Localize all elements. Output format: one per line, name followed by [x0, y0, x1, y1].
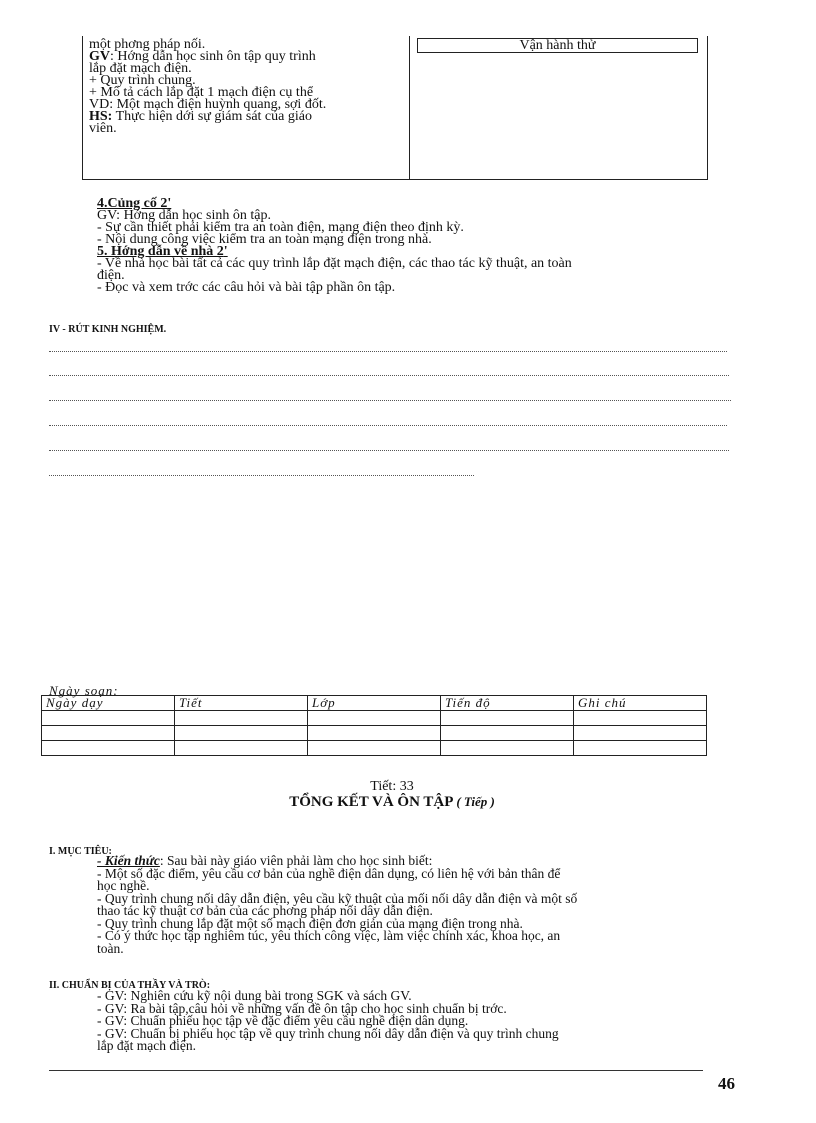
preparation-line-5: lắp đặt mạch điện. [97, 1038, 196, 1053]
lesson-title: TỔNG KẾT VÀ ÔN TẬP ( Tiếp ) [289, 794, 495, 810]
schedule-row [42, 711, 707, 726]
gv-label: GV [89, 49, 110, 64]
review-line-2: - Sự cần thiết phải kiểm tra an toàn điện, mạng điện theo định kỳ. [97, 220, 464, 235]
homework-heading: 5. Hớng dẫn về nhà 2' [97, 244, 228, 259]
left-line-2: GV: Hớng dẫn học sinh ôn tập quy trình [89, 49, 316, 64]
experience-heading: IV - RÚT KINH NGHIỆM. [49, 324, 167, 335]
preparation-line-4: - GV: Chuẩn bị phiếu học tập về quy trình chung nối dây dẫn điện và quy trình chung [97, 1025, 559, 1041]
objectives-heading: I. MỤC TIÊU: [49, 846, 112, 857]
lesson-title-suffix: ( Tiếp ) [456, 794, 495, 809]
objective-line-4: thao tác kỹ thuật cơ bản của các phơng pháp nối dây dẫn điện. [97, 903, 433, 918]
col-teach-date: Ngày dạy [42, 696, 175, 711]
objective-line-1: - Một số đặc điểm, yêu cầu cơ bản của nghề điện dân dụng, có liên hệ với bản thân để [97, 865, 561, 881]
top-table-left-cell [89, 39, 326, 135]
preparation-body [97, 990, 559, 1053]
right-box: Vận hành thử [417, 38, 698, 53]
dotted-line [49, 351, 727, 352]
left-line-7: HS: Thực hiện dới sự giám sát của giáo [89, 109, 312, 124]
col-notes: Ghi chú [574, 696, 707, 711]
preparation-line-3: - GV: Chuẩn phiếu học tập về đặc điểm yêu cầu nghề điện dân dụng. [97, 1013, 469, 1028]
footer-rule [49, 1070, 703, 1071]
lesson-number: Tiết: 33 [370, 779, 414, 794]
knowledge-label: - Kiến thức [97, 853, 160, 868]
dotted-line [49, 425, 727, 426]
homework-line-2: điện. [97, 268, 125, 283]
objective-line-2: học nghề. [97, 878, 150, 893]
objectives-body [97, 855, 577, 955]
homework-line-1: - Về nhà học bài tất cả các quy trình lắp đặt mạch điện, các thao tác kỹ thuật, an toàn [97, 256, 572, 271]
dotted-line [49, 475, 474, 476]
knowledge-line: - Kiến thức: Sau bài này giáo viên phải làm cho học sinh biết: [97, 853, 433, 868]
review-heading: 4.Củng cố 2' [97, 196, 172, 211]
left-line-4: + Quy trình chung. [89, 73, 196, 88]
top-table-divider [409, 36, 410, 179]
col-progress: Tiến độ [441, 696, 574, 711]
left-line-3: lắp đặt mạch điện. [89, 61, 192, 76]
schedule-row [42, 726, 707, 741]
dotted-line [49, 375, 729, 376]
schedule-row [42, 741, 707, 756]
left-line-5: + Mô tả cách lắp đặt 1 mạch điện cụ thể [89, 85, 314, 100]
dotted-line [49, 450, 729, 451]
page-number: 46 [718, 1074, 735, 1093]
preparation-line-2: - GV: Ra bài tập,câu hỏi về những vấn đề ôn tập cho học sinh chuẩn bị trớc. [97, 1000, 507, 1016]
objective-line-5: - Quy trình chung lắp đặt một số mạch điện đơn giản của mạng điện trong nhà. [97, 915, 523, 931]
preparation-heading: II. CHUẨN BỊ CỦA THẦY VÀ TRÒ: [49, 980, 211, 991]
schedule-table [41, 695, 707, 756]
review-line-1: GV: Hớng dẫn học sinh ôn tập. [97, 208, 271, 223]
left-line-8: viên. [89, 121, 117, 136]
objective-line-7: toàn. [97, 940, 124, 956]
col-class: Lớp [308, 696, 441, 711]
date-prepared-label: Ngày soạn: [49, 683, 119, 698]
review-section [97, 198, 572, 294]
left-line-6: VD: Một mạch điện huỳnh quang, sợi đốt. [89, 97, 327, 112]
top-table [82, 36, 708, 180]
objective-line-3: - Quy trình chung nối dây dẫn điện, yêu cầu kỹ thuật của mối nối dây dẫn điện và một số [97, 890, 578, 906]
hs-label: HS: [89, 109, 113, 124]
homework-line-3: - Đọc và xem trớc các câu hỏi và bài tập phần ôn tập. [97, 280, 396, 295]
review-line-3: - Nội dung công việc kiểm tra an toàn mạng điện trong nhà. [97, 232, 432, 247]
schedule-header-row [42, 696, 707, 711]
objective-line-6: - Có ý thức học tập nghiêm túc, yêu thích công việc, làm việc chính xác, khoa học, an [97, 928, 561, 943]
col-period: Tiết [175, 696, 308, 711]
left-line-1: một phơng pháp nối. [89, 37, 206, 52]
preparation-line-1: - GV: Nghiên cứu kỹ nội dung bài trong SGK và sách GV. [97, 988, 412, 1003]
dotted-line [49, 400, 731, 401]
